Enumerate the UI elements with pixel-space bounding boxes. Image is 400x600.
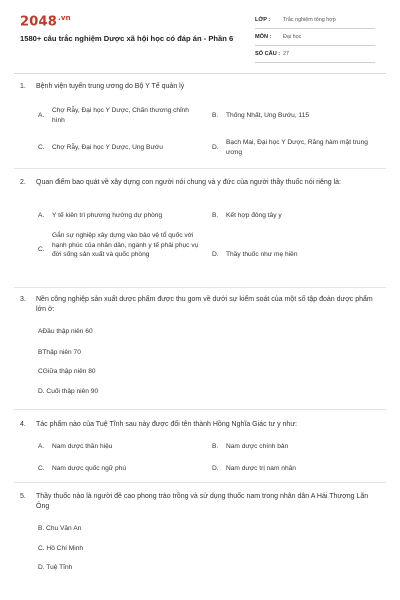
option-a[interactable]: A. Chợ Rẫy, Đại học Y Dược, Chấn thương chỉnh hình <box>38 107 189 124</box>
question-divider <box>14 482 386 483</box>
document-title: 1580+ câu trắc nghiệm Dược xã hội học có đáp án - Phần 6 <box>20 34 234 43</box>
option-b[interactable]: B. Thống Nhất, Ung Bướu, 115 <box>212 112 310 119</box>
meta-info <box>255 14 375 65</box>
option-d[interactable]: D. Thầy thuốc như mẹ hiền <box>212 251 298 258</box>
question-text: 1. Bệnh viện tuyến trung ương do Bộ Y Tế quản lý <box>20 83 185 90</box>
question-divider <box>14 168 386 169</box>
page-header <box>0 0 400 68</box>
option-c[interactable]: C. Nam dược quốc ngữ phú <box>38 465 126 472</box>
meta-question-count: SỐ CÂU : 27 <box>255 48 375 63</box>
question-divider <box>14 409 386 410</box>
option-a[interactable]: AĐầu thập niên 60 <box>38 328 93 335</box>
question-text: 2. Quan điểm bao quát về xây dựng con người nói chung và y đức của người thầy thuốc nói riêng là: <box>20 179 341 186</box>
option-c[interactable]: CGiữa thập niên 80 <box>38 368 96 375</box>
option-d[interactable]: D. Nam dược trị nam nhân <box>212 465 296 472</box>
option-b[interactable]: BThập niên 70 <box>38 349 81 356</box>
option-d[interactable]: D. Cuối thập niên 90 <box>38 388 99 395</box>
option-a[interactable]: A. Y tế kiên trì phương hướng dự phòng <box>38 212 163 219</box>
question-2 <box>20 178 380 288</box>
option-b[interactable]: B. Nam dược chính bản <box>212 443 289 450</box>
option-b[interactable]: B. Kết hợp đông tây y <box>212 212 282 219</box>
question-1 <box>20 82 380 162</box>
meta-subject: MÔN : Đại học <box>255 31 375 46</box>
question-text: 4. Tác phẩm nào của Tuệ Tĩnh sau này được đổi tên thành Hồng Nghĩa Giác tư y như: <box>20 421 297 428</box>
question-3 <box>20 295 380 405</box>
meta-class: LỚP : Trắc nghiệm tổng hợp <box>255 14 375 29</box>
question-text: 5. Thầy thuốc nào là người đề cao phong trào trồng và sử dụng thuốc nam trong nhân dân A Hải Thượng Lãn Ông <box>20 493 369 510</box>
question-4 <box>20 420 380 480</box>
question-5 <box>20 492 380 592</box>
option-d[interactable]: D. Bạch Mai, Đại học Y Dược, Răng hàm mặt trung ương <box>212 139 368 156</box>
option-c[interactable]: C. Hồ Chí Minh <box>38 545 84 552</box>
option-c[interactable]: C. Gắn sự nghiệp xây dựng vào bảo vệ tổ quốc với hạnh phúc của nhân dân, ngành y tế phải phục vụ đời sống sản xuất và quốc phòng <box>38 232 199 258</box>
question-divider <box>14 287 386 288</box>
option-a[interactable]: A. Nam dược thần hiệu <box>38 443 113 450</box>
option-d[interactable]: D. Tuệ Tĩnh <box>38 564 73 571</box>
option-c[interactable]: C. Chợ Rẫy, Đại học Y Dược, Ung Bướu <box>38 144 163 151</box>
site-logo[interactable]: $2048^{.vn}$ <box>20 14 71 30</box>
option-b[interactable]: B. Chu Văn An <box>38 525 82 532</box>
question-text: 3. Nền công nghiệp sản xuất dược phẩm được thu gom về dưới sự kiểm soát của một số tập đoàn dược phẩm lớn ở: <box>20 296 373 313</box>
header-divider <box>14 73 386 74</box>
